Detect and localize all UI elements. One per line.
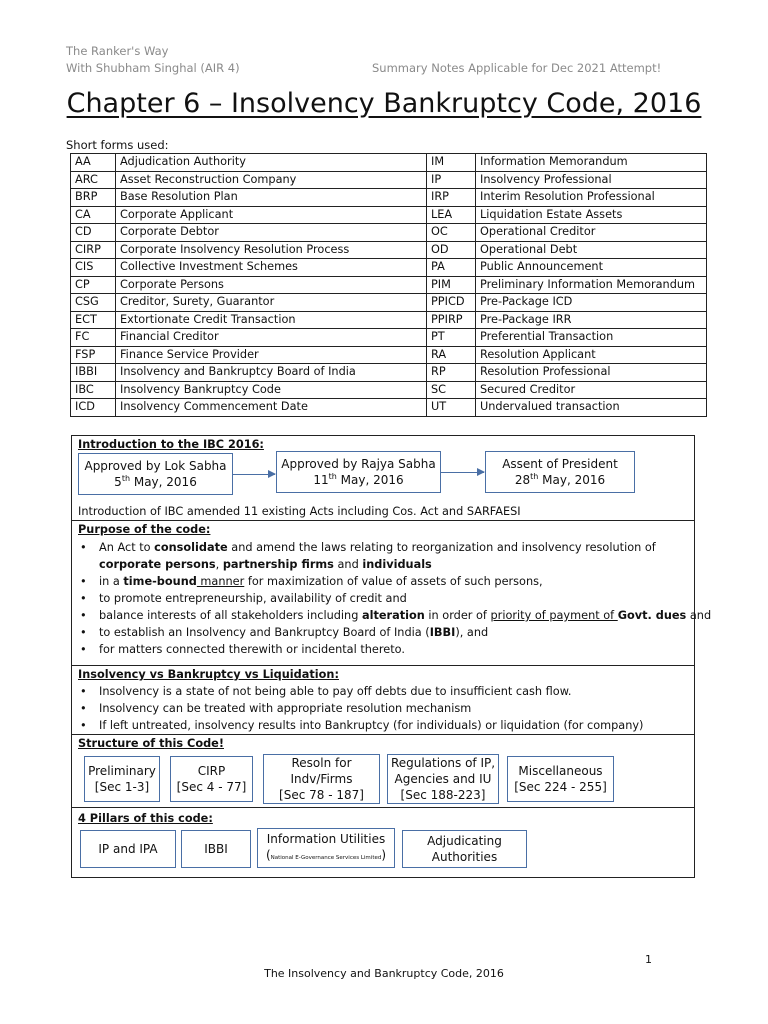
full-form-cell: Operational Creditor bbox=[476, 224, 707, 242]
header-line2: With Shubham Singhal (AIR 4) bbox=[66, 61, 240, 75]
full-form-cell: Interim Resolution Professional bbox=[476, 189, 707, 207]
purpose-heading: Purpose of the code: bbox=[78, 523, 211, 536]
abbreviation-cell: ICD bbox=[71, 399, 116, 417]
full-form-cell: Corporate Insolvency Resolution Process bbox=[116, 241, 427, 259]
full-form-cell: Collective Investment Schemes bbox=[116, 259, 427, 277]
full-form-cell: Pre-Package IRR bbox=[476, 311, 707, 329]
abbreviation-cell: CIRP bbox=[71, 241, 116, 259]
abbreviation-cell: UT bbox=[427, 399, 476, 417]
list-item: • If left untreated, insolvency results into Bankruptcy (for individuals) or liquidation (for company) bbox=[76, 717, 643, 734]
abbreviation-cell: PPIRP bbox=[427, 311, 476, 329]
abbreviation-cell: IRP bbox=[427, 189, 476, 207]
abbreviation-cell: PIM bbox=[427, 276, 476, 294]
abbreviation-cell: RA bbox=[427, 346, 476, 364]
full-form-cell: Liquidation Estate Assets bbox=[476, 206, 707, 224]
abbreviation-cell: OC bbox=[427, 224, 476, 242]
president-assent-day: 28 bbox=[514, 473, 531, 487]
lok-sabha-day: 5 bbox=[114, 475, 122, 489]
abbreviation-cell: CP bbox=[71, 276, 116, 294]
pillar-ip: IP and IPA bbox=[80, 830, 176, 868]
president-assent-box bbox=[485, 451, 635, 493]
full-form-cell: Creditor, Surety, Guarantor bbox=[116, 294, 427, 312]
list-item: • balance interests of all stakeholders including alteration in order of priority of payment of Govt. dues and bbox=[76, 607, 711, 624]
abbreviation-cell: PPICD bbox=[427, 294, 476, 312]
full-form-cell: Corporate Applicant bbox=[116, 206, 427, 224]
pillars-heading: 4 Pillars of this code: bbox=[78, 812, 213, 825]
full-form-cell: Base Resolution Plan bbox=[116, 189, 427, 207]
full-form-cell: Resolution Professional bbox=[476, 364, 707, 382]
full-form-cell: Asset Reconstruction Company bbox=[116, 171, 427, 189]
section-divider bbox=[71, 734, 695, 735]
table-row bbox=[71, 294, 707, 312]
abbreviation-cell: IBBI bbox=[71, 364, 116, 382]
president-assent-sup: th bbox=[530, 472, 539, 481]
full-form-cell: Corporate Persons bbox=[116, 276, 427, 294]
abbreviation-cell: PT bbox=[427, 329, 476, 347]
rajya-sabha-day: 11 bbox=[313, 473, 329, 487]
full-form-cell: Pre-Package ICD bbox=[476, 294, 707, 312]
structure-box-cirp: CIRP [Sec 4 - 77] bbox=[170, 756, 253, 802]
table-row bbox=[71, 206, 707, 224]
abbreviation-cell: IP bbox=[427, 171, 476, 189]
abbreviation-cell: IBC bbox=[71, 381, 116, 399]
rajya-sabha-sup: th bbox=[328, 472, 337, 481]
abbreviation-cell: RP bbox=[427, 364, 476, 382]
full-form-cell: Operational Debt bbox=[476, 241, 707, 259]
header-line1: The Ranker's Way bbox=[66, 44, 169, 58]
table-row bbox=[71, 276, 707, 294]
abbreviation-cell: FSP bbox=[71, 346, 116, 364]
footer-text: The Insolvency and Bankruptcy Code, 2016 bbox=[264, 967, 504, 980]
full-form-cell: Finance Service Provider bbox=[116, 346, 427, 364]
rajya-sabha-box bbox=[276, 451, 441, 493]
abbreviation-cell: CIS bbox=[71, 259, 116, 277]
arrow-icon bbox=[233, 474, 275, 475]
short-forms-table bbox=[70, 153, 707, 417]
abbreviation-cell: LEA bbox=[427, 206, 476, 224]
abbreviation-cell: ECT bbox=[71, 311, 116, 329]
section-divider bbox=[71, 665, 695, 666]
lok-sabha-sup: th bbox=[121, 474, 131, 483]
full-form-cell: Secured Creditor bbox=[476, 381, 707, 399]
abbreviation-cell: AA bbox=[71, 154, 116, 172]
list-item: • Insolvency is a state of not being able to pay off debts due to insufficient cash flow. bbox=[76, 683, 643, 700]
table-row bbox=[71, 224, 707, 242]
rajya-sabha-label: Approved by Rajya Sabha bbox=[281, 457, 436, 471]
lok-sabha-label: Approved by Lok Sabha bbox=[84, 459, 227, 473]
abbreviation-cell: SC bbox=[427, 381, 476, 399]
intro-heading: Introduction to the IBC 2016: bbox=[78, 438, 264, 451]
pillar-information-utilities: Information Utilities (National E-Governance Services Limited) bbox=[257, 828, 395, 868]
list-item: • to promote entrepreneurship, availability of credit and bbox=[76, 590, 711, 607]
full-form-cell: Resolution Applicant bbox=[476, 346, 707, 364]
president-assent-date: May, 2016 bbox=[538, 473, 606, 487]
full-form-cell: Insolvency Commencement Date bbox=[116, 399, 427, 417]
full-form-cell: Undervalued transaction bbox=[476, 399, 707, 417]
list-item: • in a time-bound manner for maximization of value of assets of such persons, bbox=[76, 573, 711, 590]
page-title: Chapter 6 – Insolvency Bankruptcy Code, 2016 bbox=[66, 88, 702, 119]
header-right: Summary Notes Applicable for Dec 2021 Attempt! bbox=[372, 61, 662, 75]
table-row bbox=[71, 399, 707, 417]
structure-box-resolution: Resoln for Indv/Firms [Sec 78 - 187] bbox=[263, 754, 380, 804]
lok-sabha-box bbox=[78, 453, 233, 495]
table-row bbox=[71, 381, 707, 399]
full-form-cell: Corporate Debtor bbox=[116, 224, 427, 242]
full-form-cell: Public Announcement bbox=[476, 259, 707, 277]
structure-box-regulations: Regulations of IP, Agencies and IU [Sec 188-223] bbox=[387, 754, 499, 804]
purpose-list bbox=[76, 539, 711, 658]
abbreviation-cell: OD bbox=[427, 241, 476, 259]
abbreviation-cell: FC bbox=[71, 329, 116, 347]
full-form-cell: Extortionate Credit Transaction bbox=[116, 311, 427, 329]
arrow-icon bbox=[441, 472, 484, 473]
table-row bbox=[71, 329, 707, 347]
table-row bbox=[71, 154, 707, 172]
structure-box-preliminary: Preliminary [Sec 1-3] bbox=[84, 756, 160, 802]
table-row bbox=[71, 311, 707, 329]
table-row bbox=[71, 259, 707, 277]
rajya-sabha-date: May, 2016 bbox=[336, 473, 404, 487]
section-divider bbox=[71, 807, 695, 808]
full-form-cell: Insolvency Bankruptcy Code bbox=[116, 381, 427, 399]
president-assent-label: Assent of President bbox=[502, 457, 618, 471]
page-number: 1 bbox=[645, 953, 652, 966]
list-item: corporate persons, partnership firms and individuals bbox=[99, 558, 432, 571]
table-row bbox=[71, 189, 707, 207]
pillar-ibbi: IBBI bbox=[181, 830, 251, 868]
pillar-adjudicating-authorities: Adjudicating Authorities bbox=[402, 830, 527, 868]
full-form-cell: Insolvency Professional bbox=[476, 171, 707, 189]
section-divider bbox=[71, 520, 695, 521]
list-item: • Insolvency can be treated with appropriate resolution mechanism bbox=[76, 700, 643, 717]
list-item: • for matters connected therewith or incidental thereto. bbox=[76, 641, 711, 658]
structure-box-misc: Miscellaneous [Sec 224 - 255] bbox=[507, 756, 614, 802]
lok-sabha-date: May, 2016 bbox=[130, 475, 197, 489]
full-form-cell: Insolvency and Bankruptcy Board of India bbox=[116, 364, 427, 382]
table-row bbox=[71, 241, 707, 259]
abbreviation-cell: CA bbox=[71, 206, 116, 224]
table-row bbox=[71, 364, 707, 382]
ivb-heading: Insolvency vs Bankruptcy vs Liquidation: bbox=[78, 668, 339, 681]
abbreviation-cell: CD bbox=[71, 224, 116, 242]
full-form-cell: Financial Creditor bbox=[116, 329, 427, 347]
table-row bbox=[71, 346, 707, 364]
full-form-cell: Adjudication Authority bbox=[116, 154, 427, 172]
list-item: • An Act to consolidate and amend the laws relating to reorganization and insolvency resolution of bbox=[76, 539, 711, 556]
full-form-cell: Preferential Transaction bbox=[476, 329, 707, 347]
table-row bbox=[71, 171, 707, 189]
abbreviation-cell: IM bbox=[427, 154, 476, 172]
abbreviation-cell: CSG bbox=[71, 294, 116, 312]
short-forms-label: Short forms used: bbox=[66, 138, 169, 152]
structure-heading: Structure of this Code! bbox=[78, 737, 224, 750]
intro-note: Introduction of IBC amended 11 existing Acts including Cos. Act and SARFAESI bbox=[78, 505, 521, 518]
abbreviation-cell: PA bbox=[427, 259, 476, 277]
full-form-cell: Information Memorandum bbox=[476, 154, 707, 172]
abbreviation-cell: BRP bbox=[71, 189, 116, 207]
list-item: • to establish an Insolvency and Bankruptcy Board of India (IBBI), and bbox=[76, 624, 711, 641]
abbreviation-cell: ARC bbox=[71, 171, 116, 189]
ivb-list bbox=[76, 683, 643, 734]
full-form-cell: Preliminary Information Memorandum bbox=[476, 276, 707, 294]
